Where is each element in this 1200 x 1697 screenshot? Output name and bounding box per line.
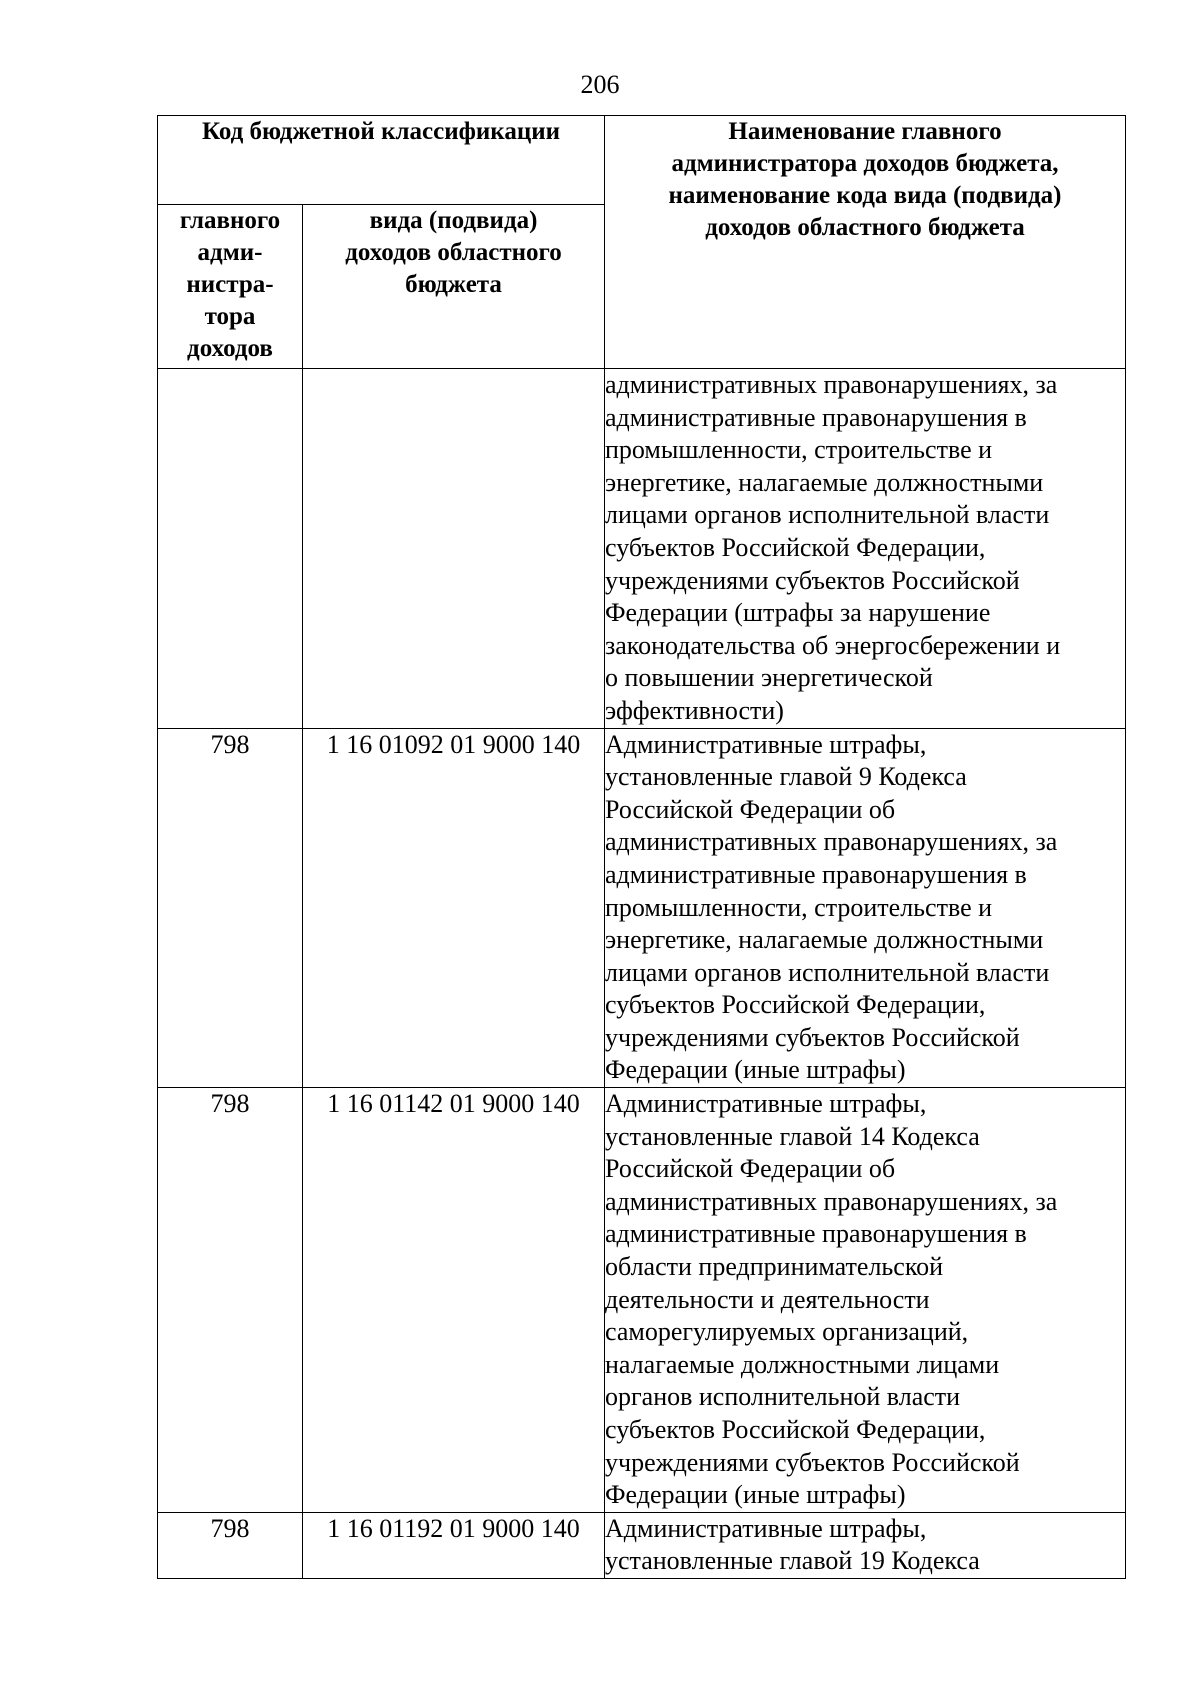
header-admin-line: адми- <box>197 239 263 266</box>
header-admin-line: главного <box>179 207 281 234</box>
description-line: Административные штрафы, <box>605 1089 927 1119</box>
table-row <box>158 369 1126 729</box>
description-line: административных правонарушениях, за <box>605 1186 1058 1216</box>
header-name-line: администратора доходов бюджета, <box>671 150 1059 177</box>
description-line: Федерации (штрафы за нарушение <box>605 598 991 628</box>
header-admin-column <box>158 205 303 369</box>
table-row <box>158 728 1126 1088</box>
description-line: энергетике, налагаемые должностными <box>605 925 1044 955</box>
description-line: Российской Федерации об <box>605 1154 896 1184</box>
description-line: лицами органов исполнительной власти <box>605 500 1050 530</box>
description-line: Административные штрафы, <box>605 729 927 759</box>
header-kind-line: вида (подвида) <box>369 207 538 234</box>
description-line: о повышении энергетической <box>605 663 933 693</box>
header-name-line: Наименование главного <box>728 118 1002 145</box>
description-line: Российской Федерации об <box>605 794 896 824</box>
table-header <box>158 116 1126 369</box>
admin-code-cell: 798 <box>158 728 303 1088</box>
description-line: субъектов Российской Федерации, <box>605 532 986 562</box>
header-kind-line: бюджета <box>405 271 502 298</box>
header-name-line: доходов областного бюджета <box>705 214 1025 241</box>
description-line: административные правонарушения в <box>605 1219 1027 1249</box>
description-line: законодательства об энергосбережении и <box>605 630 1061 660</box>
description-line: лицами органов исполнительной власти <box>605 957 1050 987</box>
admin-code-cell <box>158 369 303 729</box>
description-cell <box>605 369 1126 729</box>
table-row <box>158 1088 1126 1513</box>
admin-code-cell: 798 <box>158 1088 303 1513</box>
description-line: эффективности) <box>605 695 784 725</box>
page-number: 206 <box>580 70 620 99</box>
description-line: промышленности, строительстве и <box>605 435 993 465</box>
description-cell <box>605 1512 1126 1578</box>
description-cell <box>605 1088 1126 1513</box>
header-admin-line: доходов <box>187 335 273 362</box>
table-body <box>158 369 1126 1579</box>
header-kind-column <box>303 205 605 369</box>
description-line: налагаемые должностными лицами <box>605 1349 1000 1379</box>
description-cell <box>605 728 1126 1088</box>
header-name-column <box>605 116 1126 369</box>
description-line: органов исполнительной власти <box>605 1382 961 1412</box>
description-line: административные правонарушения в <box>605 859 1027 889</box>
header-group-title: Код бюджетной классификации <box>158 116 605 205</box>
description-line: установленные главой 19 Кодекса <box>605 1546 980 1576</box>
description-line: области предпринимательской <box>605 1252 944 1282</box>
kind-code-cell: 1 16 01192 01 9000 140 <box>303 1512 605 1578</box>
header-kind-line: доходов областного <box>345 239 562 266</box>
header-admin-line: нистра- <box>186 271 274 298</box>
description-line: энергетике, налагаемые должностными <box>605 467 1044 497</box>
description-line: Административные штрафы, <box>605 1513 927 1543</box>
table-row <box>158 1512 1126 1578</box>
description-line: учреждениями субъектов Российской <box>605 1022 1020 1052</box>
kind-code-cell <box>303 369 605 729</box>
description-line: учреждениями субъектов Российской <box>605 565 1020 595</box>
description-line: учреждениями субъектов Российской <box>605 1447 1020 1477</box>
description-line: субъектов Российской Федерации, <box>605 1415 986 1444</box>
header-admin-line: тора <box>204 303 256 330</box>
kind-code-cell: 1 16 01092 01 9000 140 <box>303 728 605 1088</box>
description-line: промышленности, строительстве и <box>605 892 993 922</box>
description-line: установленные главой 9 Кодекса <box>605 762 967 792</box>
description-line: установленные главой 14 Кодекса <box>605 1121 980 1151</box>
admin-code-cell: 798 <box>158 1512 303 1578</box>
description-line: административных правонарушениях, за <box>605 370 1058 399</box>
description-line: Федерации (иные штрафы) <box>605 1480 906 1510</box>
description-line: деятельности и деятельности <box>605 1284 930 1314</box>
budget-classification-table <box>157 115 1126 1579</box>
description-line: саморегулируемых организаций, <box>605 1317 969 1347</box>
description-line: Федерации (иные штрафы) <box>605 1055 906 1085</box>
header-name-line: наименование кода вида (подвида) <box>668 182 1062 209</box>
description-line: административных правонарушениях, за <box>605 827 1058 857</box>
description-line: административные правонарушения в <box>605 402 1027 432</box>
kind-code-cell: 1 16 01142 01 9000 140 <box>303 1088 605 1513</box>
description-line: субъектов Российской Федерации, <box>605 990 986 1020</box>
